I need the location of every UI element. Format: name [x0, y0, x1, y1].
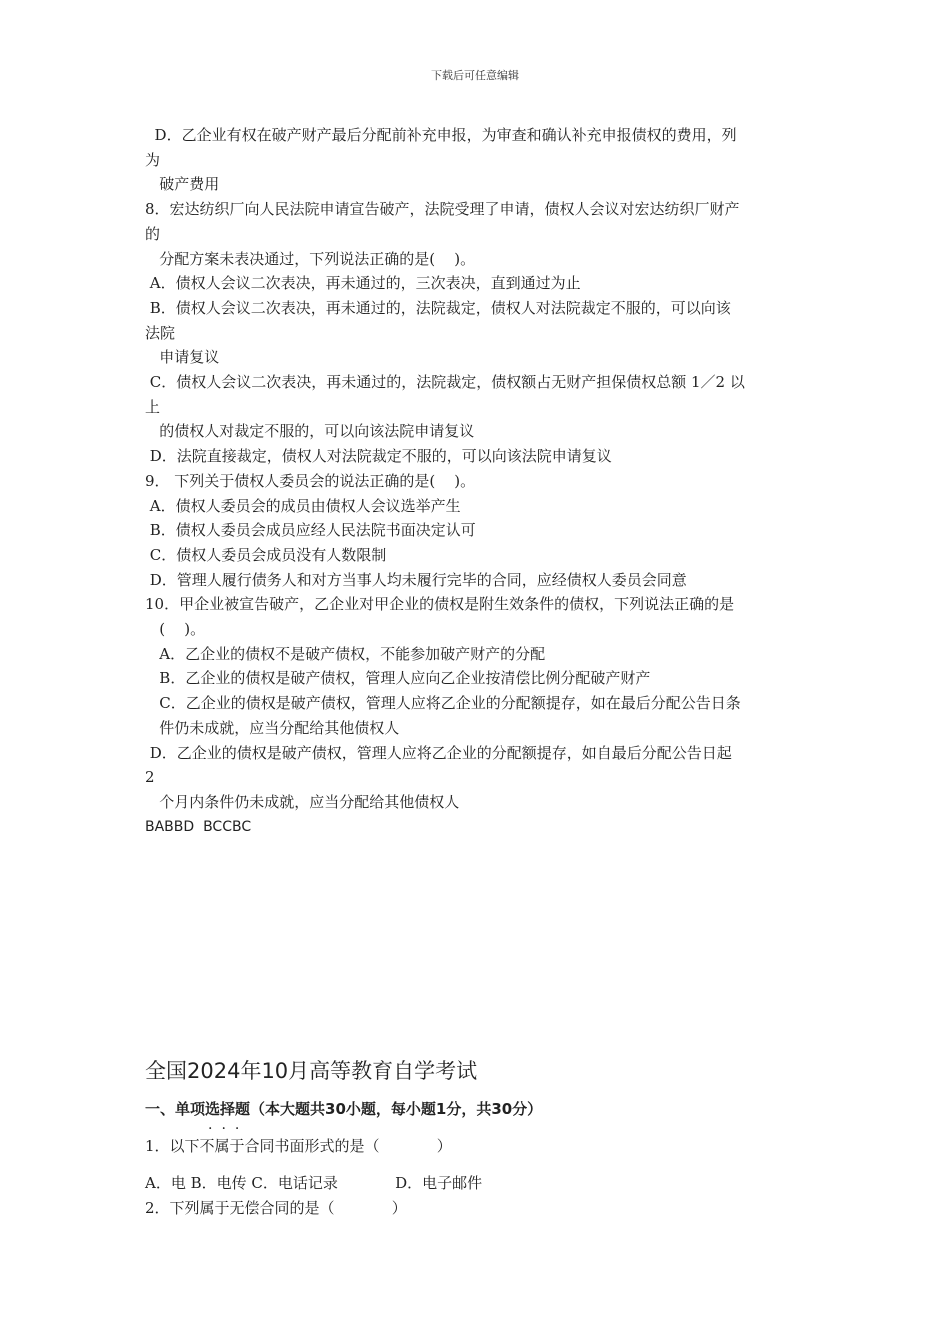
text-line: 件仍未成就，应当分配给其他债权人 [145, 718, 400, 737]
question-1-options: A．电 B．电传 C．电话记录 D．电子邮件 [145, 1174, 483, 1192]
option-line: C．债权人会议二次表决，再未通过的，法院裁定，债权额占无财产担保债权总额 1／2 以 [145, 373, 745, 392]
option-line: D．管理人履行债务人和对方当事人均未履行完毕的合同，应经债权人委员会同意 [145, 570, 687, 589]
option-line: B．债权人会议二次表决，再未通过的，法院裁定，债权人对法院裁定不服的，可以向该 [145, 298, 731, 317]
question-8: 8．宏达纺织厂向人民法院申请宣告破产，法院受理了申请，债权人会议对宏达纺织厂财产 [145, 200, 740, 219]
option-line: B．乙企业的债权是破产债权，管理人应向乙企业按清偿比例分配破产财产 [145, 669, 651, 688]
text-line: 的 [145, 224, 161, 243]
text-line: 个月内条件仍未成就，应当分配给其他债权人 [145, 792, 460, 811]
text-line: 申请复议 [145, 348, 220, 367]
answer-key: BABBD BCCBC [145, 818, 252, 835]
option-line: C．乙企业的债权是破产债权，管理人应将乙企业的分配额提存，如在最后分配公告日条 [145, 694, 741, 713]
question-10: 10．甲企业被宣告破产，乙企业对甲企业的债权是附生效条件的债权，下列说法正确的是 [145, 595, 735, 614]
exam-title: 全国2024年10月高等教育自学考试 [145, 1059, 478, 1083]
text-line: 上 [145, 397, 161, 416]
option-line: D．法院直接裁定，债权人对法院裁定不服的，可以向该法院申请复议 [145, 447, 612, 466]
text-line: 为 [145, 150, 161, 169]
text-line: 破产费用 [145, 175, 220, 194]
question-2: 2．下列属于无偿合同的是（ ） [145, 1199, 407, 1217]
option-line: A．债权人委员会的成员由债权人会议选举产生 [145, 496, 461, 515]
option-line: B．债权人委员会成员应经人民法院书面决定认可 [145, 521, 476, 540]
text-line: 分配方案未表决通过，下列说法正确的是( )。 [145, 249, 476, 268]
question-1: 1．以下不属于合同书面形式的是（ ） [145, 1137, 452, 1155]
question-body [145, 123, 815, 839]
text-line: 2 [145, 768, 155, 787]
page-header: 下载后可任意编辑 [431, 69, 519, 82]
option-line: C．债权人委员会成员没有人数限制 [145, 545, 387, 564]
option-line: A．乙企业的债权不是破产债权，不能参加破产财产的分配 [145, 644, 546, 663]
text-line: ( )。 [145, 620, 206, 639]
emphasis-dots: ... [208, 1117, 249, 1133]
section-heading: 一、单项选择题（本大题共30小题，每小题1分，共30分） [145, 1100, 543, 1118]
text-line: 的债权人对裁定不服的，可以向该法院申请复议 [145, 422, 475, 441]
option-line: A．债权人会议二次表决，再未通过的，三次表决，直到通过为止 [145, 274, 581, 293]
option-line: D．乙企业的债权是破产债权，管理人应将乙企业的分配额提存，如自最后分配公告日起 [145, 743, 732, 762]
question-9: 9． 下列关于债权人委员会的说法正确的是( )。 [145, 471, 476, 490]
text-line: 法院 [145, 323, 176, 342]
text-line: D．乙企业有权在破产财产最后分配前补充申报，为审查和确认补充申报债权的费用，列 [145, 126, 737, 144]
